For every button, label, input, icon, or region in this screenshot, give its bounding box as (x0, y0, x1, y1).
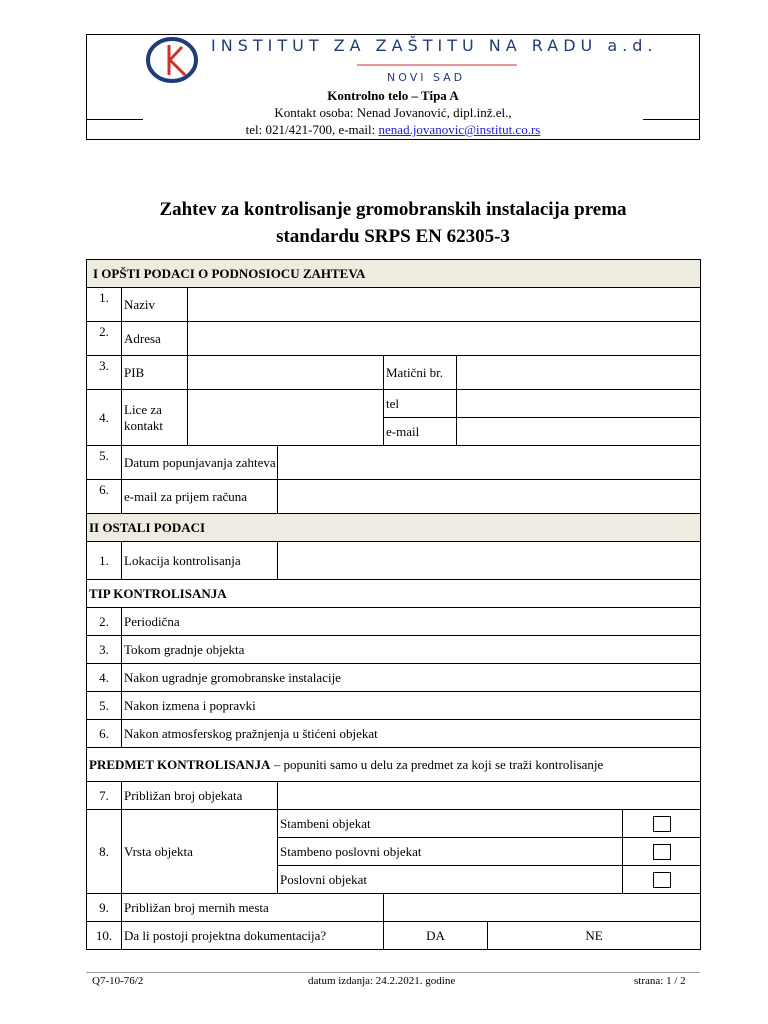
date-label: Datum popunjavanja zahteva (122, 446, 278, 480)
table-row (87, 664, 701, 692)
documentation-yes[interactable]: DA (384, 922, 488, 950)
row-number: 2. (87, 608, 122, 636)
row-number: 5. (87, 692, 122, 720)
row-number: 4. (87, 664, 122, 692)
row-number: 5. (87, 446, 122, 480)
location-field[interactable] (278, 542, 701, 580)
pib-label: PIB (122, 356, 188, 390)
naziv-field[interactable] (188, 288, 701, 322)
tip-option[interactable]: Nakon atmosferskog pražnjenja u štićeni objekat (122, 720, 701, 748)
tip-heading: TIP KONTROLISANJA (87, 580, 701, 608)
checkbox-cell (623, 866, 701, 894)
tip-option[interactable]: Tokom gradnje objekta (122, 636, 701, 664)
body-title: Kontrolno telo – Tipa A (327, 88, 459, 103)
predmet-heading-bold: PREDMET KONTROLISANJA (89, 757, 271, 772)
request-form-table (86, 259, 701, 950)
tip-option[interactable]: Periodična (122, 608, 701, 636)
email-link[interactable]: nenad.jovanovic@institut.co.rs (378, 122, 541, 137)
logo-text: INSTITUT ZA ZAŠTITU NA RADU a.d. (211, 36, 658, 55)
row-number: 2. (87, 322, 122, 356)
header-box (86, 34, 700, 140)
tip-heading-row (87, 580, 701, 608)
table-row (87, 782, 701, 810)
row-number: 3. (87, 636, 122, 664)
table-row (87, 322, 701, 356)
table-row (87, 446, 701, 480)
contact-person-label: Lice za kontakt (122, 390, 188, 446)
object-count-field[interactable] (278, 782, 701, 810)
phone-text: tel: 021/421-700, e-mail: (245, 122, 379, 137)
table-row (87, 356, 701, 390)
row-number: 8. (87, 810, 122, 894)
row-number: 4. (87, 390, 122, 446)
form-code: Q7-10-76/2 (92, 975, 144, 987)
adresa-field[interactable] (188, 322, 701, 356)
table-row (87, 608, 701, 636)
contact-phone-line (87, 121, 699, 138)
institute-logo (87, 35, 699, 87)
invoice-email-label: e-mail za prijem računa (122, 480, 278, 514)
object-type-option: Stambeno poslovni objekat (278, 838, 623, 866)
logo-city: NOVI SAD (387, 71, 466, 84)
contact-email-label: e-mail (384, 418, 457, 446)
pib-field[interactable] (188, 356, 384, 390)
tel-label: tel (384, 390, 457, 418)
measure-points-label: Približan broj mernih mesta (122, 894, 384, 922)
predmet-heading (87, 748, 701, 782)
footer-divider (86, 972, 700, 973)
contact-person-field[interactable] (188, 390, 384, 446)
document-title (86, 196, 700, 250)
checkbox-cell (623, 838, 701, 866)
table-row (87, 480, 701, 514)
contact-email-field[interactable] (457, 418, 701, 446)
issue-date: datum izdanja: 24.2.2021. godine (308, 975, 456, 987)
tel-field[interactable] (457, 390, 701, 418)
section-1-heading-row (87, 260, 701, 288)
page-number: strana: 1 / 2 (634, 975, 686, 987)
naziv-label: Naziv (122, 288, 188, 322)
table-row (87, 720, 701, 748)
row-number: 6. (87, 480, 122, 514)
object-type-option: Stambeni objekat (278, 810, 623, 838)
table-row (87, 692, 701, 720)
table-row (87, 542, 701, 580)
date-field[interactable] (278, 446, 701, 480)
title-line-1: Zahtev za kontrolisanje gromobranskih instalacija prema (159, 199, 627, 220)
table-row (87, 288, 701, 322)
row-number: 6. (87, 720, 122, 748)
table-row (87, 636, 701, 664)
table-row (87, 810, 701, 838)
object-type-label: Vrsta objekta (122, 810, 278, 894)
adresa-label: Adresa (122, 322, 188, 356)
maticni-label: Matični br. (384, 356, 457, 390)
location-label: Lokacija kontrolisanja (122, 542, 278, 580)
tip-option[interactable]: Nakon ugradnje gromobranske instalacije (122, 664, 701, 692)
predmet-heading-row (87, 748, 701, 782)
predmet-heading-note: – popuniti samo u delu za predmet za koji se traži kontrolisanje (270, 757, 604, 772)
row-number: 9. (87, 894, 122, 922)
row-number: 3. (87, 356, 122, 390)
object-type-option: Poslovni objekat (278, 866, 623, 894)
checkbox-stambeno-poslovni[interactable] (653, 844, 671, 860)
documentation-label: Da li postoji projektna dokumentacija? (122, 922, 384, 950)
row-number: 7. (87, 782, 122, 810)
tip-option[interactable]: Nakon izmena i popravki (122, 692, 701, 720)
checkbox-poslovni[interactable] (653, 872, 671, 888)
checkbox-stambeni[interactable] (653, 816, 671, 832)
maticni-field[interactable] (457, 356, 701, 390)
row-number: 10. (87, 922, 122, 950)
invoice-email-field[interactable] (278, 480, 701, 514)
documentation-no[interactable]: NE (488, 922, 701, 950)
section-1-heading: I OPŠTI PODACI O PODNOSIOCU ZAHTEVA (87, 260, 701, 288)
contact-line: Kontakt osoba: Nenad Jovanović, dipl.inž.el., (274, 105, 512, 120)
section-2-heading: II OSTALI PODACI (87, 514, 701, 542)
table-row (87, 894, 701, 922)
table-row (87, 922, 701, 950)
title-line-2: standardu SRPS EN 62305-3 (276, 226, 510, 247)
table-row (87, 390, 701, 418)
row-number: 1. (87, 288, 122, 322)
object-count-label: Približan broj objekata (122, 782, 278, 810)
row-number: 1. (87, 542, 122, 580)
checkbox-cell (623, 810, 701, 838)
section-2-heading-row (87, 514, 701, 542)
measure-points-field[interactable] (384, 894, 701, 922)
